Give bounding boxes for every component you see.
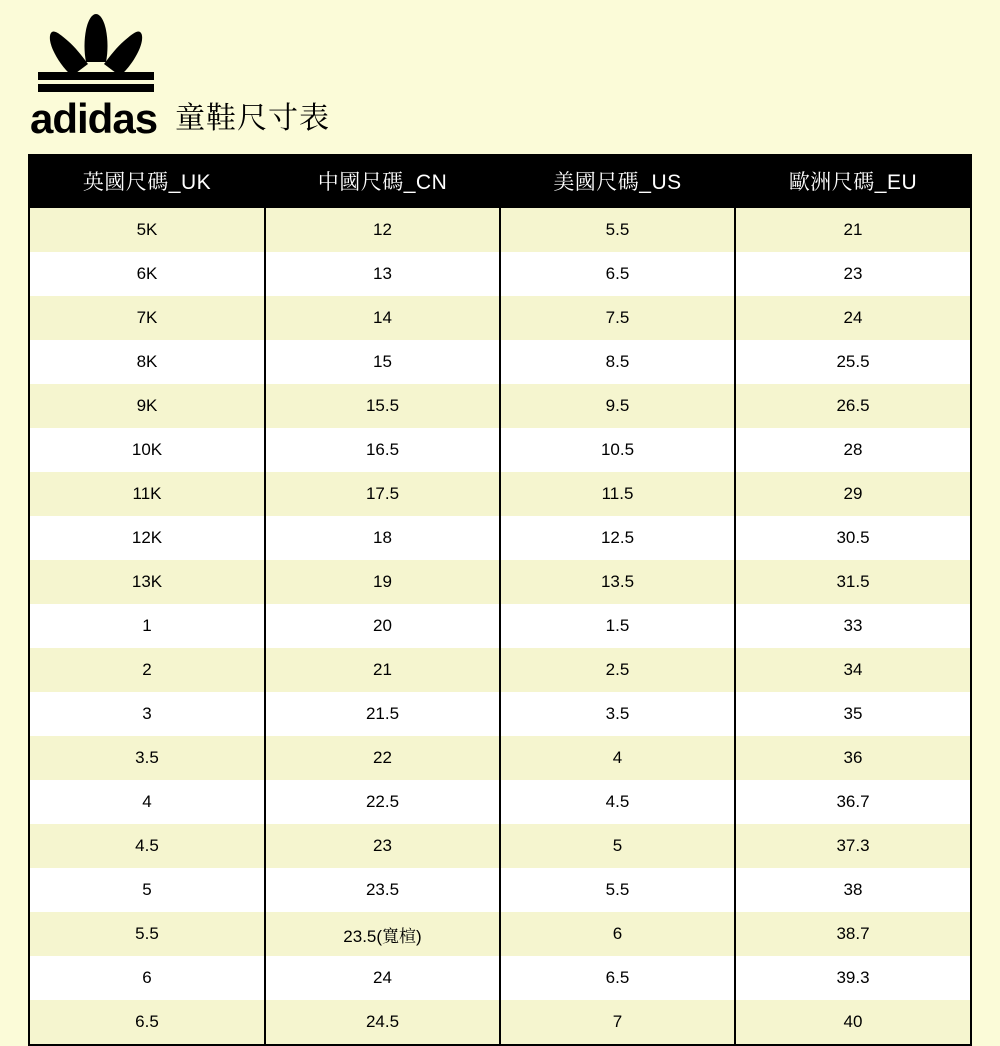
table-cell: 13.5 xyxy=(500,560,735,604)
table-cell: 38 xyxy=(735,868,970,912)
table-cell: 11K xyxy=(30,472,265,516)
table-cell: 18 xyxy=(265,516,500,560)
column-header-cn: 中國尺碼_CN xyxy=(265,156,500,208)
table-row xyxy=(30,824,970,868)
table-cell: 6.5 xyxy=(500,956,735,1000)
table-row xyxy=(30,208,970,252)
table-cell: 23 xyxy=(265,824,500,868)
table-cell: 5.5 xyxy=(500,868,735,912)
table-row xyxy=(30,868,970,912)
table-cell: 29 xyxy=(735,472,970,516)
table-cell: 1.5 xyxy=(500,604,735,648)
table-cell: 4 xyxy=(30,780,265,824)
table-row xyxy=(30,1000,970,1044)
brand-wordmark: adidas xyxy=(30,95,158,142)
table-cell: 22.5 xyxy=(265,780,500,824)
table-cell: 6.5 xyxy=(30,1000,265,1044)
table-cell: 34 xyxy=(735,648,970,692)
table-cell: 37.3 xyxy=(735,824,970,868)
column-header-eu: 歐洲尺碼_EU xyxy=(735,156,970,208)
table-cell: 28 xyxy=(735,428,970,472)
table-cell: 24 xyxy=(265,956,500,1000)
table-cell: 7K xyxy=(30,296,265,340)
table-cell: 31.5 xyxy=(735,560,970,604)
table-header-row xyxy=(30,156,970,208)
table-cell: 7 xyxy=(500,1000,735,1044)
column-header-us: 美國尺碼_US xyxy=(500,156,735,208)
table-row xyxy=(30,252,970,296)
adidas-trefoil-icon xyxy=(36,14,156,96)
table-cell: 24.5 xyxy=(265,1000,500,1044)
table-cell: 12.5 xyxy=(500,516,735,560)
table-cell: 5.5 xyxy=(500,208,735,252)
page-header xyxy=(0,0,1000,140)
table-cell: 3 xyxy=(30,692,265,736)
table-cell: 26.5 xyxy=(735,384,970,428)
size-table-container xyxy=(28,154,972,1046)
table-cell: 9K xyxy=(30,384,265,428)
table-cell: 21 xyxy=(265,648,500,692)
size-table xyxy=(30,156,970,1044)
table-row xyxy=(30,956,970,1000)
table-cell: 4.5 xyxy=(30,824,265,868)
table-cell: 23.5(寬楦) xyxy=(265,912,500,956)
table-cell: 35 xyxy=(735,692,970,736)
table-cell: 9.5 xyxy=(500,384,735,428)
table-cell: 3.5 xyxy=(500,692,735,736)
table-cell: 21.5 xyxy=(265,692,500,736)
table-row xyxy=(30,560,970,604)
table-cell: 33 xyxy=(735,604,970,648)
table-cell: 3.5 xyxy=(30,736,265,780)
table-cell: 5 xyxy=(500,824,735,868)
table-cell: 6 xyxy=(500,912,735,956)
table-cell: 5 xyxy=(30,868,265,912)
table-row xyxy=(30,428,970,472)
brand-block xyxy=(30,14,157,140)
table-cell: 8.5 xyxy=(500,340,735,384)
table-row xyxy=(30,340,970,384)
table-cell: 24 xyxy=(735,296,970,340)
page-title: 童鞋尺寸表 xyxy=(175,102,331,135)
table-row xyxy=(30,736,970,780)
table-row xyxy=(30,384,970,428)
table-cell: 2.5 xyxy=(500,648,735,692)
table-cell: 15 xyxy=(265,340,500,384)
table-cell: 13 xyxy=(265,252,500,296)
table-row xyxy=(30,780,970,824)
table-cell: 6 xyxy=(30,956,265,1000)
table-cell: 19 xyxy=(265,560,500,604)
table-cell: 22 xyxy=(265,736,500,780)
table-cell: 23 xyxy=(735,252,970,296)
table-row xyxy=(30,296,970,340)
table-cell: 10.5 xyxy=(500,428,735,472)
table-cell: 38.7 xyxy=(735,912,970,956)
table-cell: 1 xyxy=(30,604,265,648)
table-cell: 6.5 xyxy=(500,252,735,296)
table-body xyxy=(30,208,970,1044)
table-cell: 39.3 xyxy=(735,956,970,1000)
table-cell: 12 xyxy=(265,208,500,252)
table-cell: 12K xyxy=(30,516,265,560)
table-cell: 25.5 xyxy=(735,340,970,384)
column-header-uk: 英國尺碼_UK xyxy=(30,156,265,208)
table-cell: 36.7 xyxy=(735,780,970,824)
table-cell: 15.5 xyxy=(265,384,500,428)
table-row xyxy=(30,604,970,648)
table-row xyxy=(30,472,970,516)
table-cell: 4 xyxy=(500,736,735,780)
table-cell: 4.5 xyxy=(500,780,735,824)
table-cell: 10K xyxy=(30,428,265,472)
table-cell: 30.5 xyxy=(735,516,970,560)
table-cell: 40 xyxy=(735,1000,970,1044)
table-cell: 11.5 xyxy=(500,472,735,516)
table-cell: 5.5 xyxy=(30,912,265,956)
table-cell: 21 xyxy=(735,208,970,252)
table-cell: 14 xyxy=(265,296,500,340)
table-row xyxy=(30,648,970,692)
table-cell: 23.5 xyxy=(265,868,500,912)
table-cell: 7.5 xyxy=(500,296,735,340)
table-cell: 20 xyxy=(265,604,500,648)
table-cell: 17.5 xyxy=(265,472,500,516)
table-cell: 36 xyxy=(735,736,970,780)
table-row xyxy=(30,912,970,956)
table-cell: 13K xyxy=(30,560,265,604)
table-cell: 16.5 xyxy=(265,428,500,472)
table-cell: 6K xyxy=(30,252,265,296)
table-cell: 2 xyxy=(30,648,265,692)
table-cell: 8K xyxy=(30,340,265,384)
table-row xyxy=(30,516,970,560)
table-cell: 5K xyxy=(30,208,265,252)
table-row xyxy=(30,692,970,736)
